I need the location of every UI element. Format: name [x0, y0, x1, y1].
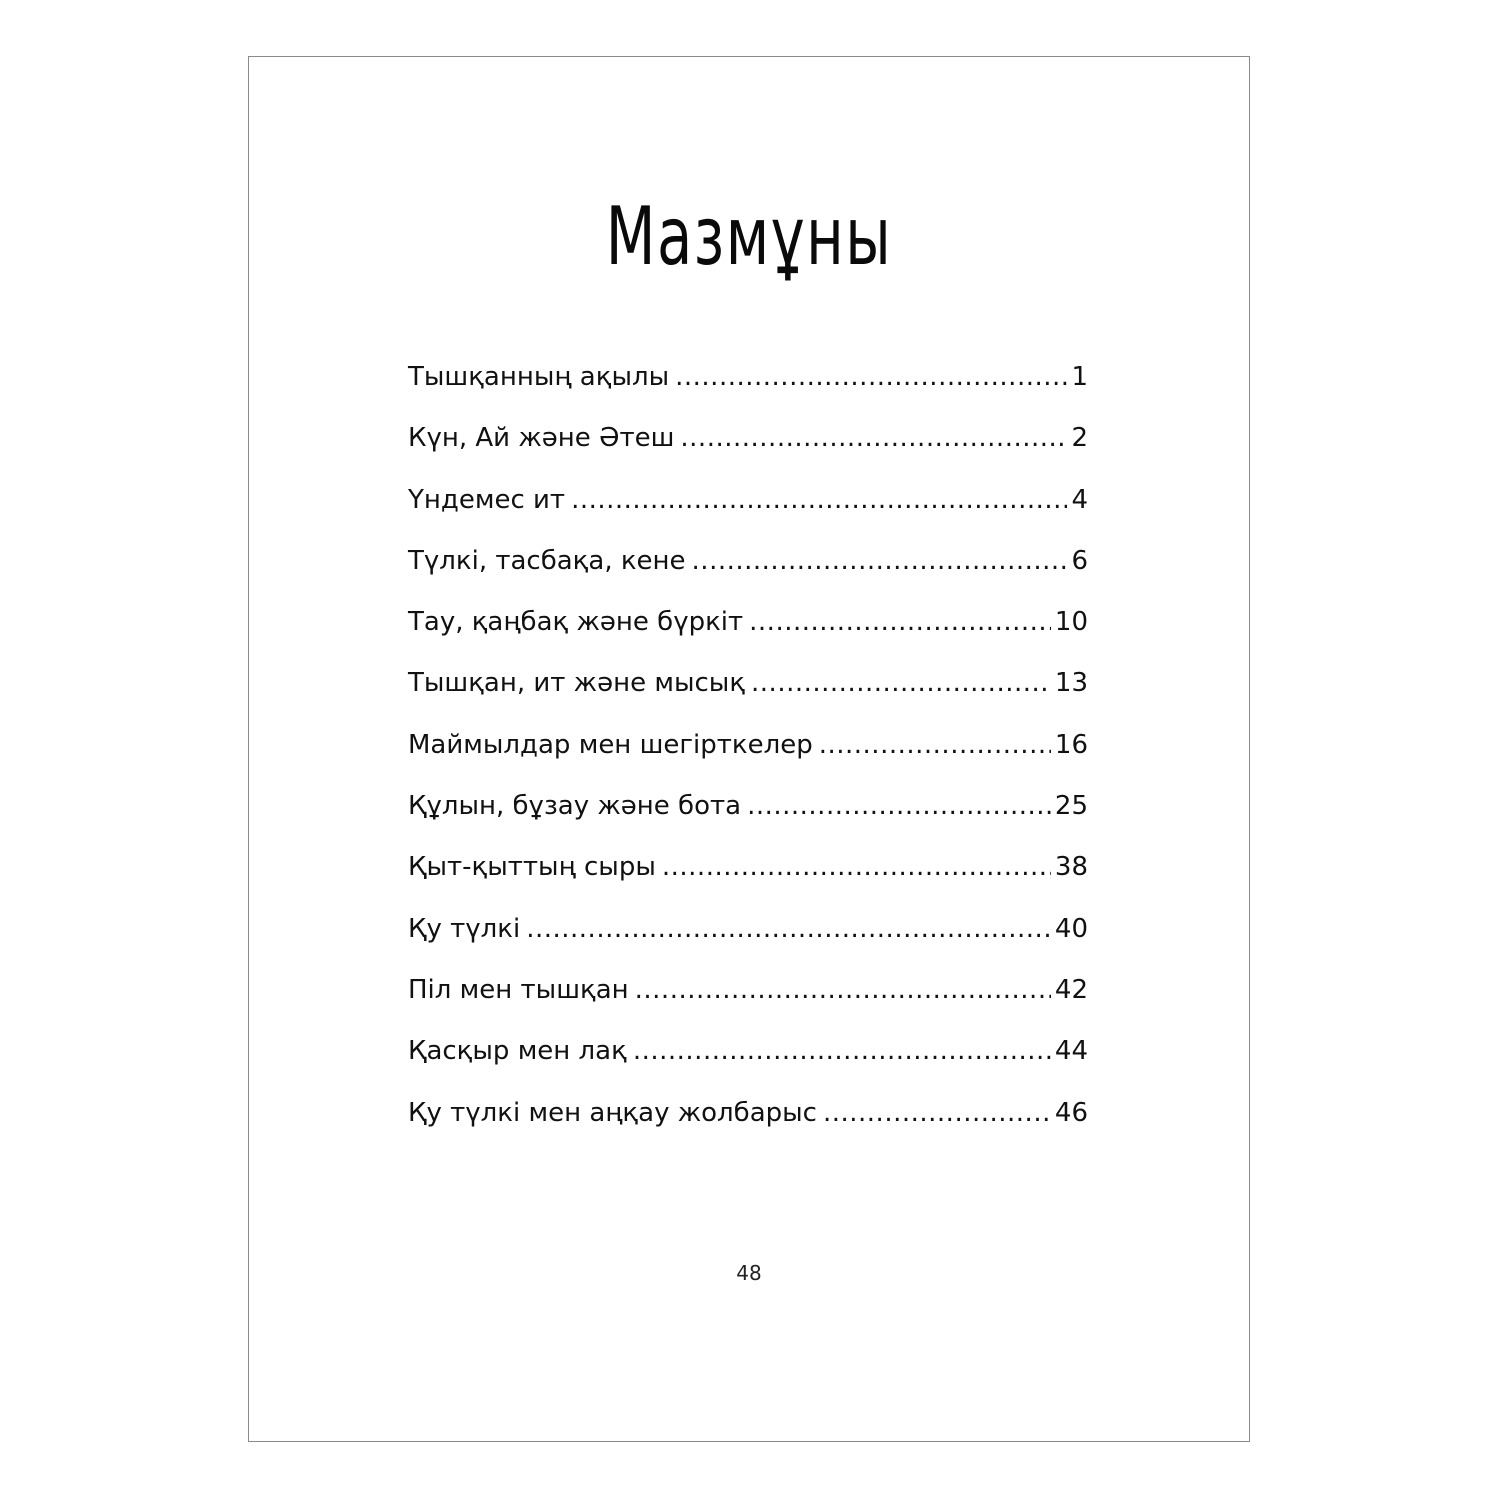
toc-entry-title: Қасқыр мен лақ	[408, 1036, 627, 1067]
dot-leader	[675, 355, 1067, 399]
toc-entry-page: 4	[1071, 484, 1088, 515]
dot-leader	[747, 784, 1051, 828]
page-number: 48	[736, 1261, 762, 1285]
toc-entry-title: Қу түлкі	[408, 913, 521, 944]
toc-entry-title: Маймылдар мен шегірткелер	[408, 729, 813, 760]
toc-entry-page: 2	[1071, 423, 1088, 454]
toc-entry-page: 25	[1054, 791, 1088, 822]
dot-leader	[635, 968, 1051, 1012]
toc-entry-title: Үндемес ит	[408, 484, 566, 515]
dot-leader	[526, 907, 1051, 951]
dot-leader	[823, 1091, 1051, 1135]
toc-entry	[408, 539, 1088, 600]
page-title: Мазмұны	[605, 190, 893, 283]
toc-entry-title: Қу түлкі мен аңқау жолбарыс	[408, 1097, 817, 1128]
toc-entry	[408, 1091, 1088, 1152]
toc-entry-page: 42	[1054, 974, 1088, 1005]
toc-entry	[408, 968, 1088, 1029]
toc-entry-page: 1	[1071, 362, 1088, 392]
toc-entry-page: 40	[1054, 913, 1088, 944]
toc-entry	[408, 907, 1088, 968]
toc-entry	[408, 600, 1088, 661]
toc-entry-title: Түлкі, тасбақа, кене	[408, 545, 686, 576]
toc-entry-page: 46	[1054, 1097, 1088, 1128]
dot-leader	[680, 416, 1067, 460]
toc-entry	[408, 661, 1088, 722]
toc-entry-page: 44	[1054, 1036, 1088, 1067]
dot-leader	[662, 845, 1051, 889]
toc-entry	[408, 355, 1088, 416]
toc-entry-title: Піл мен тышқан	[408, 974, 629, 1005]
dot-leader	[819, 723, 1051, 767]
toc-entry	[408, 1029, 1088, 1090]
table-of-contents	[408, 355, 1088, 1152]
toc-entry	[408, 784, 1088, 845]
dot-leader	[692, 539, 1068, 583]
toc-entry	[408, 845, 1088, 906]
toc-entry-title: Қыт-қыттың сыры	[408, 852, 656, 883]
toc-entry-page: 13	[1054, 668, 1088, 699]
toc-entry-title: Тышқанның ақылы	[408, 362, 670, 392]
toc-entry-title: Тау, қаңбақ және бүркіт	[408, 607, 744, 638]
book-page	[248, 56, 1250, 1442]
toc-entry	[408, 416, 1088, 477]
toc-entry-page: 6	[1071, 545, 1088, 576]
toc-entry-title: Тышқан, ит және мысық	[408, 668, 746, 699]
dot-leader	[633, 1029, 1051, 1073]
toc-entry	[408, 478, 1088, 539]
toc-entry-page: 16	[1054, 729, 1088, 760]
toc-entry-title: Күн, Ай және Әтеш	[408, 423, 675, 454]
toc-entry-page: 38	[1054, 852, 1088, 883]
dot-leader	[749, 600, 1051, 644]
toc-entry-page: 10	[1054, 607, 1088, 638]
toc-entry	[408, 723, 1088, 784]
dot-leader	[571, 478, 1067, 522]
toc-entry-title: Құлын, бұзау және бота	[408, 791, 742, 822]
dot-leader	[751, 661, 1051, 705]
